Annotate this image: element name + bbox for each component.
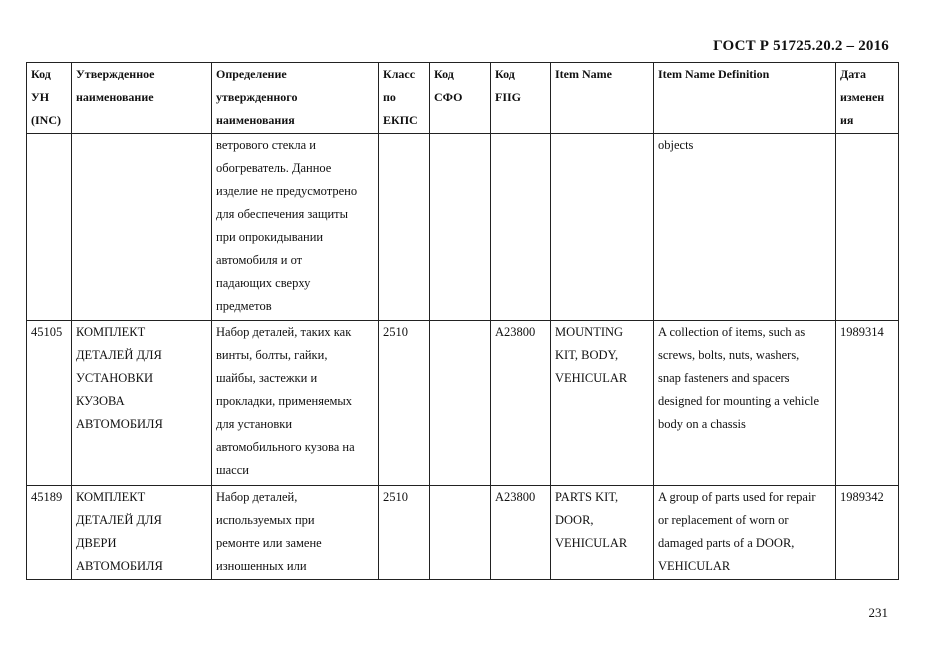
table-header-row	[27, 63, 899, 134]
header-sfo-code: Код СФО	[430, 63, 491, 134]
header-item-name: Item Name	[551, 63, 654, 134]
cell-item-name: PARTS KIT, DOOR, VEHICULAR	[551, 486, 654, 580]
cell-date-changed: 1989342	[836, 486, 899, 580]
header-inc: Код УН (INC)	[27, 63, 72, 134]
header-date-changed: Дата изменен ия	[836, 63, 899, 134]
cell-item-name-definition: objects	[654, 134, 836, 321]
cell-definition-ru: ветрового стекла и обогреватель. Данное изделие не предусмотрено для обеспечения защиты при опрокидывании автомобиля и от падающих сверху предметов	[212, 134, 379, 321]
header-item-name-definition: Item Name Definition	[654, 63, 836, 134]
header-fiig-code: Код FIIG	[491, 63, 551, 134]
header-approved-name: Утвержденное наименование	[72, 63, 212, 134]
cell-sfo-code	[430, 134, 491, 321]
cell-ekps-class: 2510	[379, 321, 430, 486]
cell-item-name	[551, 134, 654, 321]
page-number: 231	[868, 605, 888, 620]
cell-item-name: MOUNTING KIT, BODY, VEHICULAR	[551, 321, 654, 486]
cell-fiig-code: A23800	[491, 486, 551, 580]
cell-fiig-code: A23800	[491, 321, 551, 486]
cell-sfo-code	[430, 321, 491, 486]
cell-sfo-code	[430, 486, 491, 580]
cell-approved-name: КОМПЛЕКТ ДЕТАЛЕЙ ДЛЯ УСТАНОВКИ КУЗОВА АВТОМОБИЛЯ	[72, 321, 212, 486]
cell-item-name-definition: A collection of items, such as screws, bolts, nuts, washers, snap fasteners and spacers designed for mounting a vehicle body on a chassis	[654, 321, 836, 486]
table-row	[27, 134, 899, 321]
document-standard-title: ГОСТ Р 51725.20.2 – 2016	[713, 38, 889, 54]
cell-fiig-code	[491, 134, 551, 321]
cell-ekps-class: 2510	[379, 486, 430, 580]
cell-inc: 45189	[27, 486, 72, 580]
nomenclature-table	[26, 62, 899, 580]
header-definition-ru: Определение утвержденного наименования	[212, 63, 379, 134]
cell-item-name-definition: A group of parts used for repair or replacement of worn or damaged parts of a DOOR, VEHICULAR	[654, 486, 836, 580]
cell-definition-ru: Набор деталей, используемых при ремонте или замене изношенных или	[212, 486, 379, 580]
cell-inc: 45105	[27, 321, 72, 486]
cell-date-changed: 1989314	[836, 321, 899, 486]
header-ekps-class: Класс по ЕКПС	[379, 63, 430, 134]
cell-ekps-class	[379, 134, 430, 321]
cell-approved-name	[72, 134, 212, 321]
table-row	[27, 321, 899, 486]
table-row	[27, 486, 899, 580]
cell-inc	[27, 134, 72, 321]
cell-date-changed	[836, 134, 899, 321]
cell-approved-name: КОМПЛЕКТ ДЕТАЛЕЙ ДЛЯ ДВЕРИ АВТОМОБИЛЯ	[72, 486, 212, 580]
cell-definition-ru: Набор деталей, таких как винты, болты, гайки, шайбы, застежки и прокладки, применяемых для установки автомобильного кузова на шасси	[212, 321, 379, 486]
